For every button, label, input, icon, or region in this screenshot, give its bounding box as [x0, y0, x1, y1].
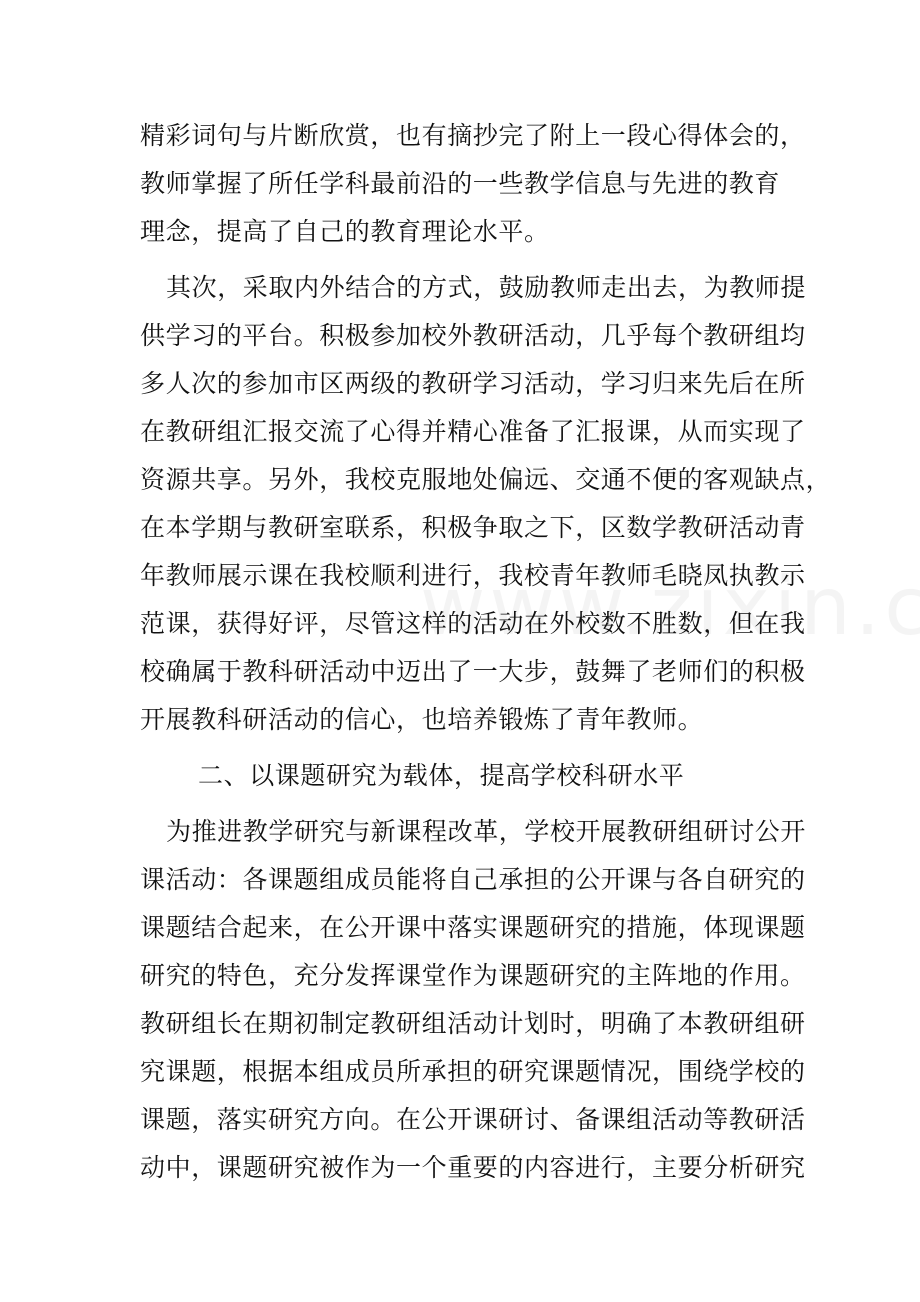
document-body [140, 112, 832, 1192]
text-line: 课题，落实研究方向。在公开课研讨、备课组活动等教研活 [140, 1105, 806, 1134]
paragraph [140, 264, 832, 744]
text-line: 教研组长在期初制定教研组活动计划时，明确了本教研组研 [140, 1009, 806, 1038]
text-line: 究课题，根据本组成员所承担的研究课题情况，围绕学校的 [140, 1057, 806, 1086]
text-line: 资源共享。另外，我校克服地处偏远、交通不便的客观缺点， [140, 465, 832, 494]
paragraph-continuation [140, 112, 806, 256]
heading-line: 二、以课题研究为载体，提高学校科研水平 [198, 761, 685, 790]
text-line: 校确属于教科研活动中迈出了一大步，鼓舞了老师们的积极 [140, 657, 806, 686]
text-line: 在教研组汇报交流了心得并精心准备了汇报课，从而实现了 [140, 417, 806, 446]
paragraph [140, 808, 807, 1192]
text-line: 开展教科研活动的信心，也培养锻炼了青年教师。 [140, 705, 704, 734]
text-line: 其次，采取内外结合的方式，鼓励教师走出去，为教师提 [166, 273, 807, 302]
section-heading [140, 752, 780, 800]
text-line: 范课，获得好评，尽管这样的活动在外校数不胜数，但在我 [140, 609, 806, 638]
text-line: 理念，提高了自己的教育理论水平。 [140, 217, 550, 246]
text-line: 多人次的参加市区两级的教研学习活动，学习归来先后在所 [140, 369, 806, 398]
text-line: 供学习的平台。积极参加校外教研活动，几乎每个教研组均 [140, 321, 806, 350]
text-line: 在本学期与教研室联系，积极争取之下，区数学教研活动青 [140, 513, 806, 542]
text-line: 为推进教学研究与新课程改革，学校开展教研组研讨公开 [166, 817, 807, 846]
text-line: 课活动：各课题组成员能将自己承担的公开课与各自研究的 [140, 865, 806, 894]
text-line: 精彩词句与片断欣赏，也有摘抄完了附上一段心得体会的， [140, 121, 806, 150]
text-line: 年教师展示课在我校顺利进行，我校青年教师毛晓凤执教示 [140, 561, 806, 590]
text-line: 课题结合起来，在公开课中落实课题研究的措施，体现课题 [140, 913, 806, 942]
text-line: 教师掌握了所任学科最前沿的一些教学信息与先进的教育 [140, 169, 781, 198]
text-line: 动中，课题研究被作为一个重要的内容进行，主要分析研究 [140, 1153, 806, 1182]
text-line: 研究的特色，充分发挥课堂作为课题研究的主阵地的作用。 [140, 961, 806, 990]
